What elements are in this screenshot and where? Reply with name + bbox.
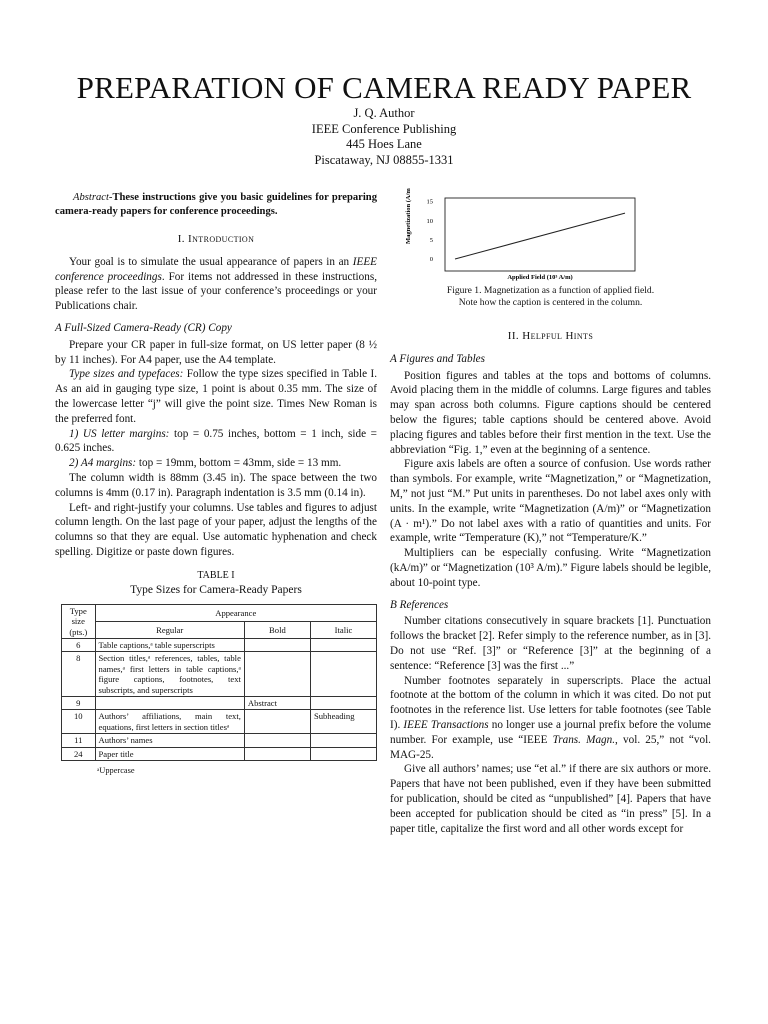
a4-margins-paragraph <box>55 456 377 471</box>
us-margins-paragraph <box>55 427 377 457</box>
table-cell-size: 24 <box>62 747 96 760</box>
chart-y-ticks <box>427 199 434 263</box>
left-column <box>55 191 377 779</box>
table-row <box>62 638 377 651</box>
author-address-line2: Piscataway, NJ 08855-1331 <box>314 152 454 167</box>
subsection-heading-cr-copy: A Full-Sized Camera-Ready (CR) Copy <box>55 321 232 334</box>
table-header-regular: Regular <box>95 621 244 638</box>
figures-paragraph-3: Multipliers can be especially confusing. Write “Magnetization (kA/m)” or “Magnetization (10³ A/m).” Figure labels should be legible, about 10-point type. <box>390 547 711 589</box>
ref-p2-pre: Number footnotes separately in superscripts. Place the actual footnote at the bottom of the column in which it was cited. Do not put footnotes in the reference list. Use letters for table footnotes (see Table I). <box>390 674 711 731</box>
table-row <box>62 710 377 734</box>
cr-copy-paragraph: Prepare your CR paper in full-size format, on US letter paper (8 ½ by 11 inches). For A4 paper, use the A4 template. <box>55 338 377 366</box>
table-cell-bold <box>244 734 310 747</box>
table-row <box>62 747 377 760</box>
table-cell-size: 9 <box>62 696 96 709</box>
ref-p2-italic2: Trans. Magn. <box>552 733 616 746</box>
figure-caption <box>390 285 711 309</box>
table-cell-regular: Paper title <box>95 747 244 760</box>
chart-plot-frame <box>445 198 635 271</box>
table-cell-size: 8 <box>62 652 96 697</box>
justify-paragraph: Left- and right-justify your columns. Use tables and figures to adjust column length. On the last page of your paper, adjust the lengths of the columns so that they are equal. Use automatic hyphenation and check spelling. Digitize or paste down figures. <box>55 501 377 558</box>
table-cell-regular: Authors’ affiliations, main text, equations, first letters in section titlesᵃ <box>95 710 244 734</box>
table-cell-size: 6 <box>62 638 96 651</box>
table-cell-bold <box>244 710 310 734</box>
ref-p2-mid: no longer use a journal prefix before the volume number. For example, use “IEEE <box>390 718 712 746</box>
figures-paragraph-1: Position figures and tables at the tops and bottoms of columns. Avoid placing them in the middle of columns. Large figures and tables may span across both columns. Figure captions should be centered below the figures; table captions should be centered above. Avoid placing figures and tables before their first mention in the text. Use the abbreviation “Fig. 1,” even at the beginning of a sentence. <box>390 369 711 456</box>
table-cell-italic <box>310 696 376 709</box>
intro-paragraph <box>55 255 377 314</box>
paper-title: PREPARATION OF CAMERA READY PAPER <box>76 70 692 105</box>
table-footnote: ᵃUppercase <box>97 766 135 776</box>
references-paragraph-3: Give all authors’ names; use “et al.” if there are six authors or more. Papers that have not been published, even if they have been submitted for publication, should be cited as “unpublished” [4]. Papers that have been accepted for publication should be cited as “in press” [5]. In a paper title, capitalize the first word and all other words except for <box>390 763 711 835</box>
type-sizes-table <box>61 604 377 761</box>
subsection-heading-references: B References <box>390 598 449 611</box>
subsection-heading-figures-tables: A Figures and Tables <box>390 352 485 365</box>
table-cell-bold: Abstract <box>244 696 310 709</box>
figure-caption-line1: Figure 1. Magnetization as a function of applied field. <box>446 285 655 296</box>
table-cell-italic <box>310 734 376 747</box>
intro-text-pre: Your goal is to simulate the usual appearance of papers in an <box>69 255 353 268</box>
chart-y-tick-label: 15 <box>426 198 433 206</box>
table-cell-italic <box>310 652 376 697</box>
column-width-paragraph: The column width is 88mm (3.45 in). The space between the two columns is 4mm (0.17 in). Paragraph indentation is 3.5 mm (0.14 in). <box>55 471 377 499</box>
type-sizes-paragraph <box>55 367 377 426</box>
a4-margins-text: top = 19mm, bottom = 43mm, side = 13 mm. <box>136 457 342 470</box>
abstract-text: These instructions give you basic guidelines for preparing camera-ready papers for conference proceedings. <box>55 192 377 217</box>
ref-p2-italic1: IEEE Transactions <box>403 718 489 731</box>
right-column <box>390 188 711 836</box>
table-label: TABLE I <box>197 569 235 581</box>
chart-series <box>455 213 625 259</box>
table-cell-italic <box>310 747 376 760</box>
table-row <box>62 696 377 709</box>
abstract <box>55 191 377 218</box>
chart-y-tick-label: 0 <box>429 256 433 263</box>
intro-text-post: . For items not addressed in these instructions, please refer to the last issue of your conference’s proceedings or your Publications chair. <box>55 270 378 313</box>
table-cell-regular: Section titles,ᵃ references, tables, table names,ᵃ first letters in table captions,ᵃ figure captions, footnotes, text subscripts, and superscripts <box>95 652 244 697</box>
table-cell-italic: Subheading <box>310 710 376 734</box>
type-sizes-text: Follow the type sizes specified in Table I. As an aid in gauging type size, 1 point is about 0.35 mm. The size of the lowercase letter “j” will give the point size. Times New Roman is the preferred font. <box>55 368 378 425</box>
magnetization-chart <box>390 188 711 285</box>
figure-1 <box>390 188 711 285</box>
references-paragraph-2 <box>390 674 711 763</box>
chart-y-tick-label: 10 <box>426 217 433 225</box>
table-caption: Type Sizes for Camera-Ready Papers <box>130 583 302 596</box>
author-address-line1: 445 Hoes Lane <box>346 137 422 151</box>
section-heading-introduction: I. Introduction <box>177 233 255 245</box>
chart-series-line <box>455 213 625 259</box>
table-cell-bold <box>244 652 310 697</box>
table-header-typesize: Type size (pts.) <box>62 604 96 638</box>
abstract-lead: Abstract- <box>73 192 113 203</box>
author-name: J. Q. Author <box>353 106 415 120</box>
type-sizes-lead: Type sizes and typefaces: <box>69 368 184 381</box>
figure-caption-line2: Note how the caption is centered in the column. <box>458 297 643 308</box>
table-cell-italic <box>310 638 376 651</box>
author-affiliation: IEEE Conference Publishing <box>311 121 457 136</box>
chart-y-axis-label: Magnetization (A/m) <box>405 188 412 244</box>
references-paragraph-1: Number citations consecutively in square brackets [1]. Punctuation follows the bracket [2]. Refer simply to the reference number, as in [3]. Do not use “Ref. [3]” or “Reference [3]” at the beginning of a sentence: “Reference [3] was the first ...” <box>390 615 711 672</box>
table-cell-size: 11 <box>62 734 96 747</box>
table-header-bold: Bold <box>244 621 310 638</box>
us-margins-lead: 1) US letter margins: <box>69 427 170 440</box>
table-cell-size: 10 <box>62 710 96 734</box>
section-heading-helpful-hints: II. Helpful Hints <box>507 330 594 342</box>
figures-paragraph-2: Figure axis labels are often a source of confusion. Use words rather than symbols. For example, write “Magnetization,” or “Magnetization, M,” not just “M.” Put units in parentheses. Do not label axes only with units. In the example, write “Magnetization (A/m)” or “Magnetization (A · m¹).” Do not label axes with a ratio of quantities and units. For example, write “Temperature (K),” not “Temperature/K.” <box>390 458 711 545</box>
us-margins-text: top = 0.75 inches, bottom = 1 inch, side = 0.625 inches. <box>55 427 377 455</box>
table-header-appearance: Appearance <box>95 604 376 621</box>
intro-text-italic: IEEE conference proceedings <box>55 255 377 283</box>
table-header-italic: Italic <box>310 621 376 638</box>
author-block <box>0 106 768 168</box>
table-row <box>62 734 377 747</box>
table-cell-regular: Table captions,ᵃ table superscripts <box>95 638 244 651</box>
chart-x-axis-label: Applied Field (10³ A/m) <box>507 274 573 281</box>
table-cell-regular: Authors’ names <box>95 734 244 747</box>
table-row <box>62 652 377 697</box>
a4-margins-lead: 2) A4 margins: <box>69 457 137 470</box>
table-cell-bold <box>244 747 310 760</box>
table-cell-regular <box>95 696 244 709</box>
table-cell-bold <box>244 638 310 651</box>
ref-p2-post: , vol. 25,” not “vol. MAG-25. <box>390 733 711 761</box>
chart-y-tick-label: 5 <box>429 236 433 244</box>
